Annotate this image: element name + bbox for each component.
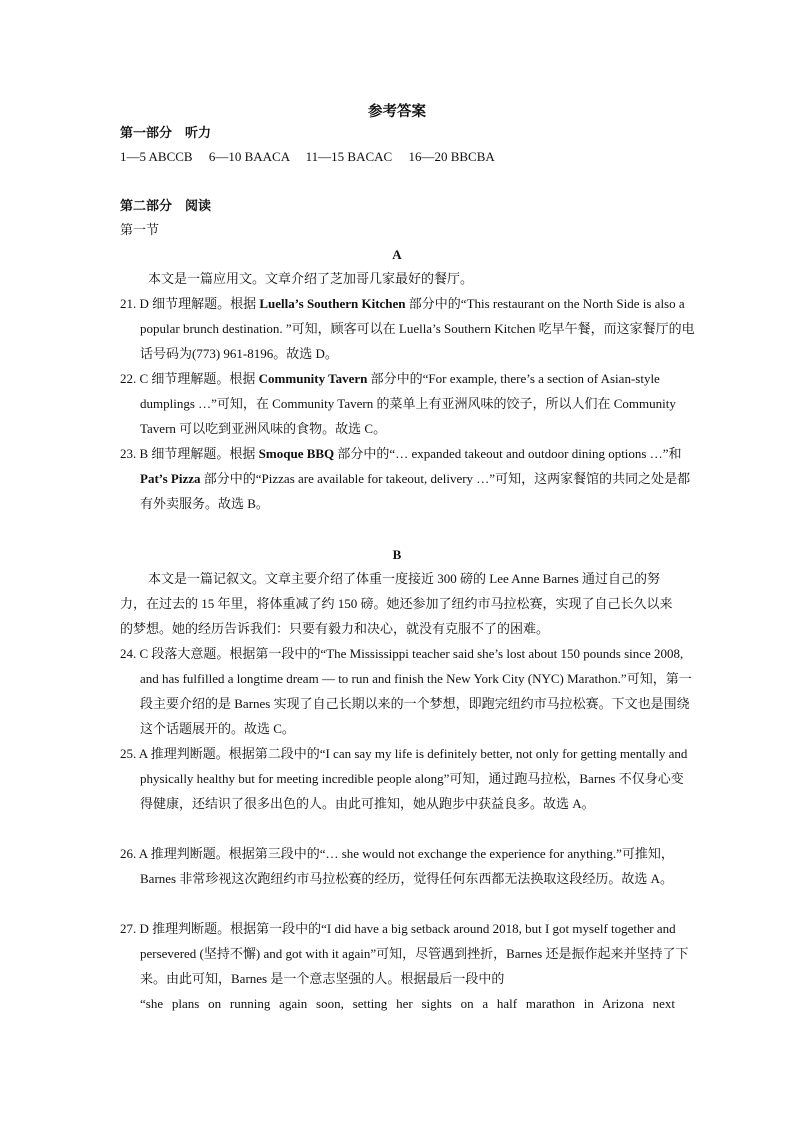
question-27-continued: “she plans on running again soon, setting her sights on a half marathon in Arizona next [140, 996, 675, 1011]
passage-b-intro: 本文是一篇记叙文。文章主要介绍了体重一度接近 300 磅的 Lee Anne Barnes 通过自己的努力，在过去的 15 年里，将体重减了约 150 磅。她还参加了纽约市马拉松赛，实现了自己长久以来的梦想。她的经历告诉我们：只要有毅力和决心，就没有克服不了的困难。 [120, 571, 673, 636]
question-27: 27. D 推理判断题。根据第一段中的“I did have a big setback around 2018, but I got myself together and persevered (坚持不懈) and got with it again”可知，尽管遇到挫折，Barnes 还是振作起来并坚持了下来。由此可知，Barnes 是一个意志坚强的人。根据最后一段中的 [120, 921, 689, 986]
q22-pre: 22. C 细节理解题。根据 [120, 371, 259, 386]
passage-b-label: B [392, 547, 402, 562]
part2-heading: 第二部分 阅读 [120, 198, 212, 213]
question-25: 25. A 推理判断题。根据第二段中的“I can say my life is definitely better, not only for getting mentally and physically healthy but for meeting incredible people along”可知，通过跑马拉松，Barnes 不仅身心变得健康，还结识了很多出色的人。由此可推知，她从跑步中获益良多。故选 A。 [120, 746, 688, 811]
q22-post: 部分中的“For example, there’s a section of Asian-style dumplings …”可知，在 Community Tavern 的菜单上有亚洲风味的饺子，所以人们在 Community Tavern 可以吃到亚洲风味的食物。故选 C。 [140, 371, 676, 436]
section-label: 第一节 [120, 222, 160, 237]
passage-a-intro: 本文是一篇应用文。文章介绍了芝加哥几家最好的餐厅。 [148, 271, 474, 286]
question-23 [120, 441, 695, 516]
question-22 [120, 366, 695, 441]
q21-post: 部分中的“This restaurant on the North Side is also a popular brunch destination. ”可知，顾客可以在 Luella’s Southern Kitchen 吃早午餐，而这家餐厅的电话号码为(773) 961-8196。故选 D。 [140, 296, 695, 361]
question-26: 26. A 推理判断题。根据第三段中的“… she would not exchange the experience for anything.”可推知，Barnes 非常珍视这次跑纽约市马拉松赛的经历，觉得任何东西都无法换取这段经历。故选 A。 [120, 846, 674, 886]
q21-bold: Luella’s Southern Kitchen [259, 296, 406, 311]
listening-answers: 1—5 ABCCB 6—10 BAACA 11—15 BACAC 16—20 BBCBA [120, 149, 495, 164]
page-title: 参考答案 [368, 104, 426, 120]
question-24: 24. C 段落大意题。根据第一段中的“The Mississippi teacher said she’s lost about 150 pounds since 2008, and has fulfilled a longtime dream — to run and finish the New York City (NYC) Marathon.”可知，第一段主要介绍的是 Barnes 实现了自己长期以来的一个梦想，即跑完纽约市马拉松赛。下文也是围绕这个话题展开的。故选 C。 [120, 646, 692, 736]
part1-heading: 第一部分 听力 [120, 125, 212, 140]
q23-mid: 部分中的“… expanded takeout and outdoor dining options …”和 [334, 446, 682, 461]
q23-pre: 23. B 细节理解题。根据 [120, 446, 259, 461]
q22-bold: Community Tavern [258, 371, 368, 386]
q23-bold-2: Pat’s Pizza [140, 471, 201, 486]
passage-a-label: A [392, 247, 402, 262]
q23-bold-1: Smoque BBQ [258, 446, 335, 461]
question-21 [120, 291, 695, 366]
q21-pre: 21. D 细节理解题。根据 [120, 296, 260, 311]
q23-post: 部分中的“Pizzas are available for takeout, delivery …”可知，这两家餐馆的共同之处是都有外卖服务。故选 B。 [140, 471, 691, 511]
